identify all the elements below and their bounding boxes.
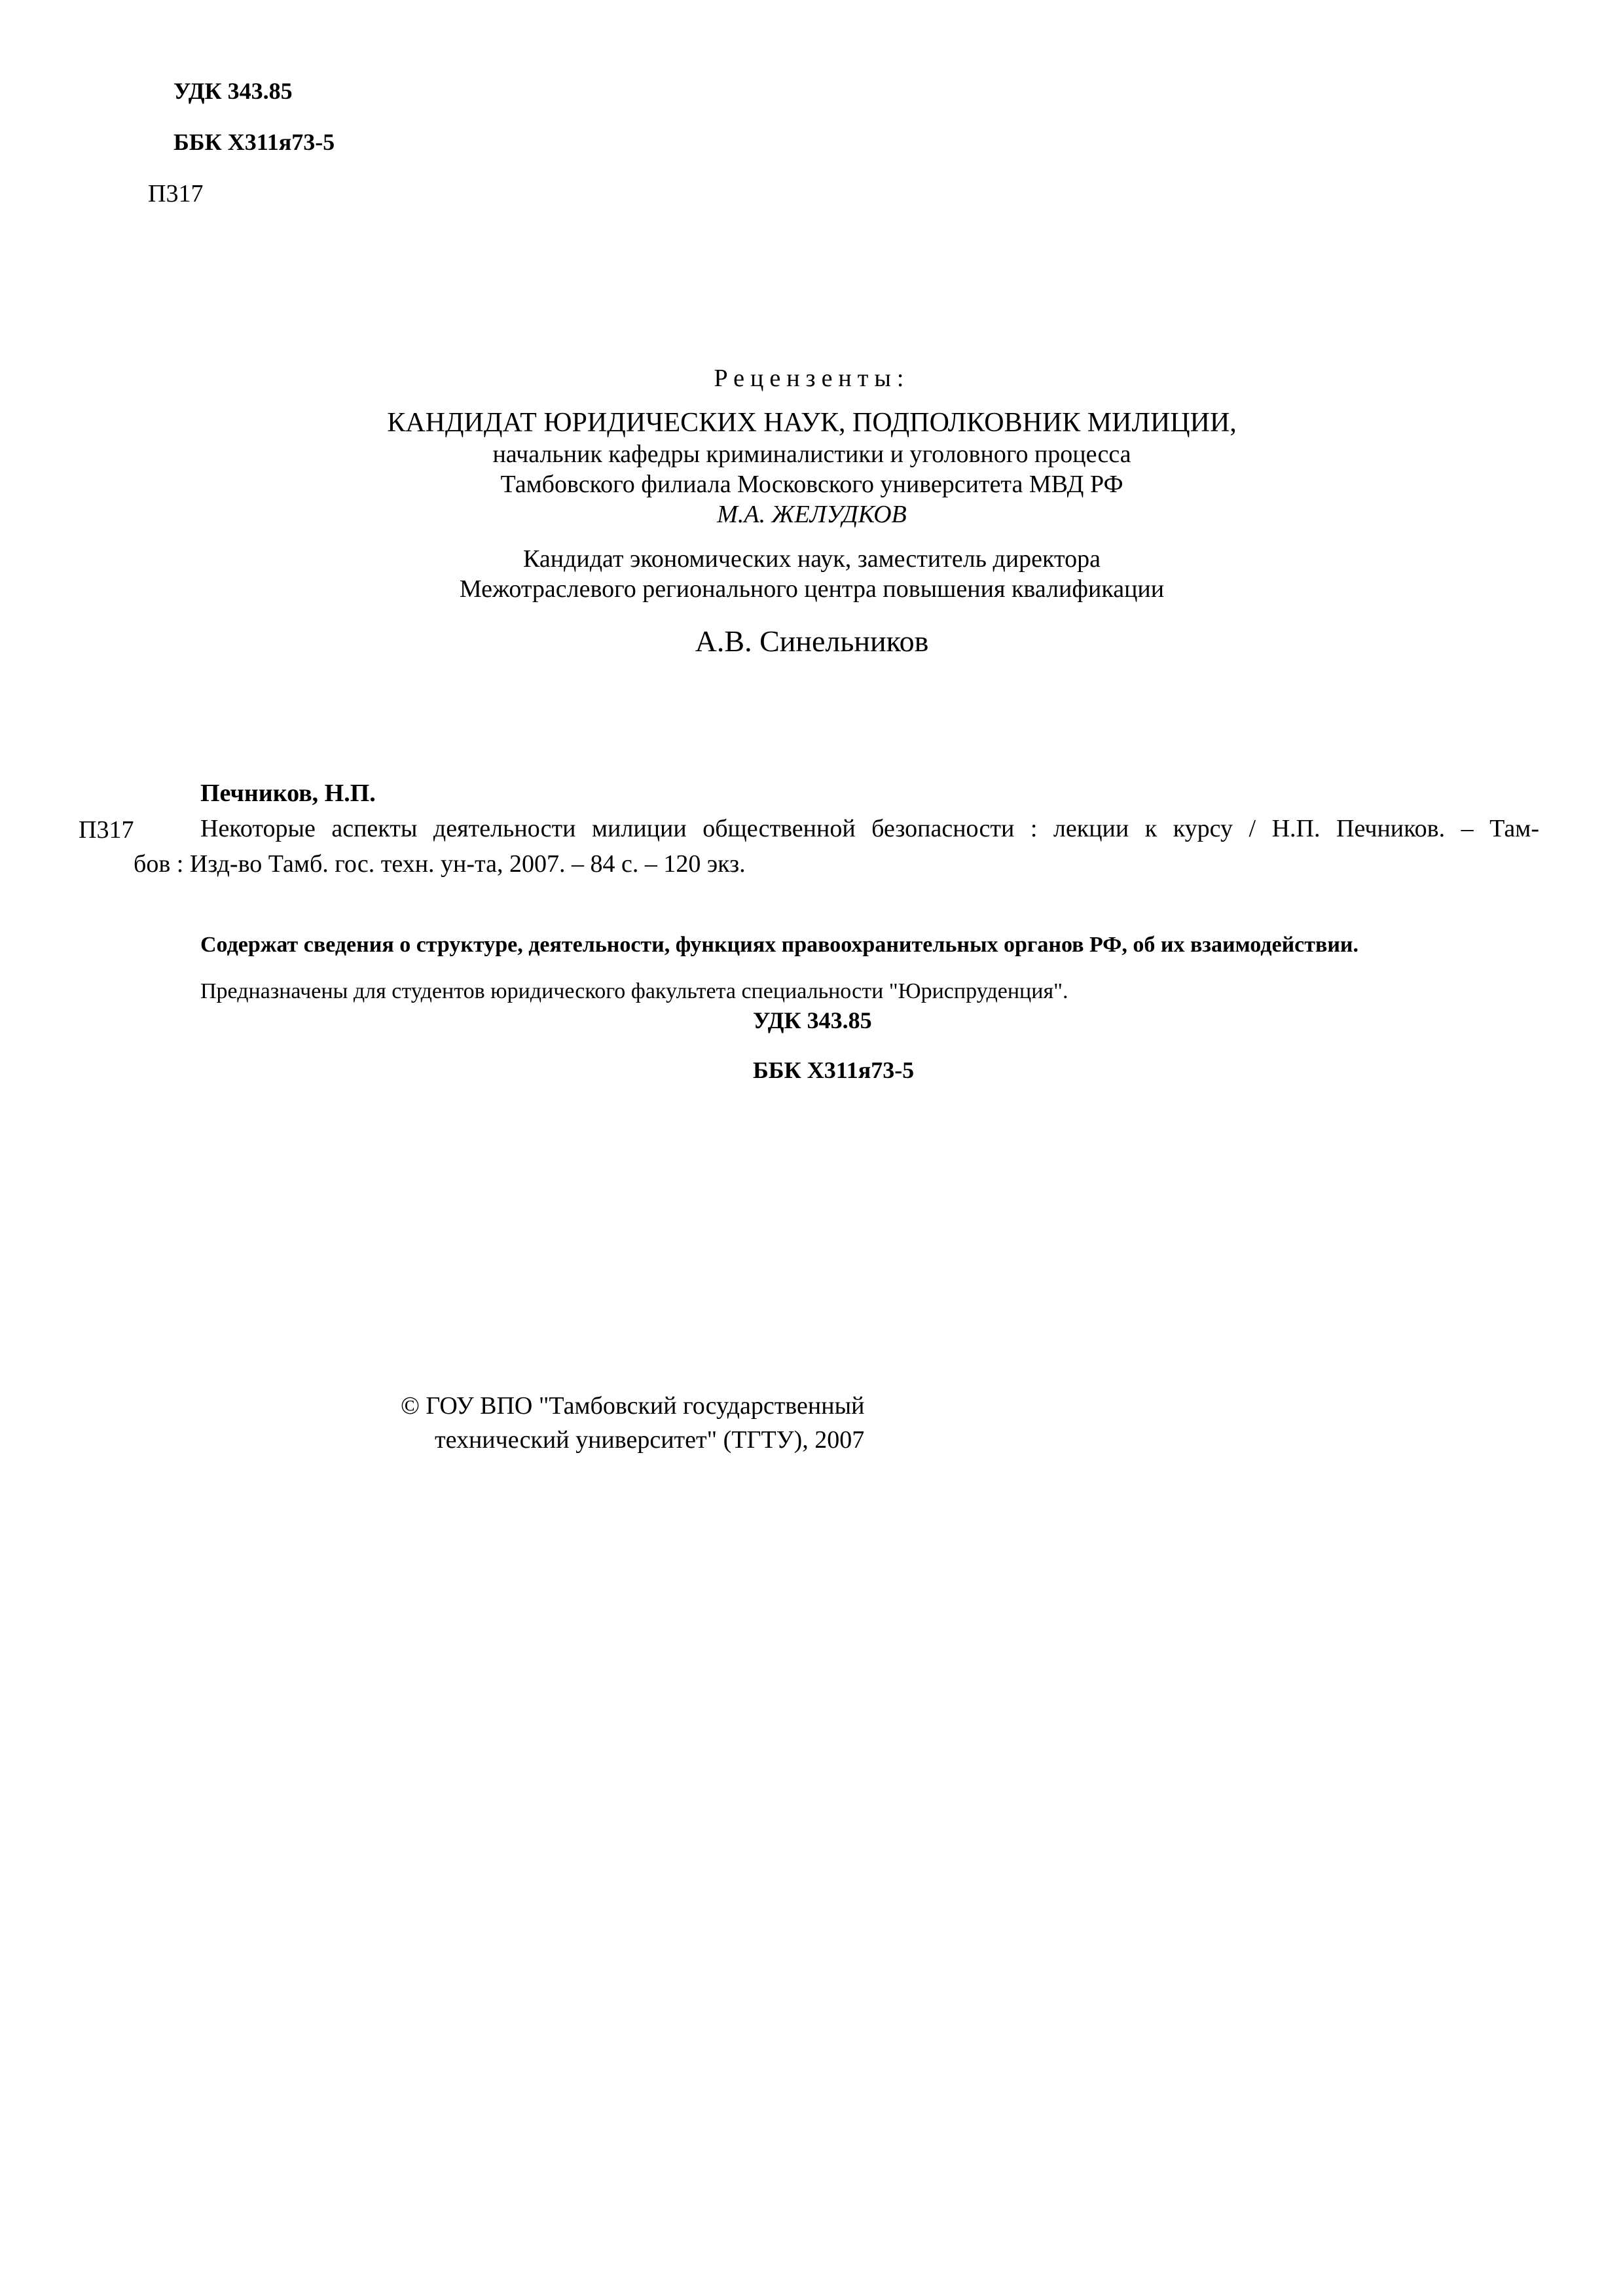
reviewer2-name: А.В. Синельников: [695, 624, 929, 658]
annotation-contents: Содержат сведения о структуре, деятельности, функциях правоохранительных органов РФ, об их взаимодействии.: [200, 933, 1359, 957]
reviewer1-position-line2: Тамбовского филиала Московского университета МВД РФ: [500, 471, 1123, 498]
reviewer1-position-line1: начальник кафедры криминалистики и уголовного процесса: [492, 440, 1131, 468]
reviewer2-position-line1: Кандидат экономических наук, заместитель директора: [523, 545, 1101, 573]
bib-code: П317: [79, 816, 134, 844]
annotation-audience: Предназначены для студентов юридического факультета специальности "Юриспруденция".: [200, 979, 1068, 1003]
bib-author: Печников, Н.П.: [200, 780, 376, 807]
reviewer1-title: КАНДИДАТ ЮРИДИЧЕСКИХ НАУК, ПОДПОЛКОВНИК МИЛИЦИИ,: [387, 408, 1237, 438]
bib-description-line1: Некоторые аспекты деятельности милиции общественной безопасности : лекции к курсу / Н.П. Печников. – Там-: [200, 815, 1539, 842]
bbk-code-bottom: ББК Х311я73-5: [753, 1057, 915, 1083]
udk-code-bottom: УДК 343.85: [753, 1007, 872, 1033]
author-sign: П317: [148, 180, 204, 207]
reviewers-heading: Рецензенты:: [714, 365, 910, 392]
bbk-code: ББК Х311я73-5: [173, 129, 335, 155]
copyright-line2: технический университет" (ТГТУ), 2007: [435, 1426, 865, 1454]
reviewer2-position-line2: Межотраслевого регионального центра повышения квалификации: [459, 575, 1165, 603]
udk-code: УДК 343.85: [173, 78, 293, 104]
reviewer1-name: М.А. ЖЕЛУДКОВ: [717, 501, 907, 528]
reviewers-block: [288, 363, 1336, 656]
copyright-line1: © ГОУ ВПО "Тамбовский государственный: [401, 1392, 865, 1420]
bib-description-line2: бов : Изд-во Тамб. гос. техн. ун-та, 2007. – 84 с. – 120 экз.: [134, 850, 746, 878]
